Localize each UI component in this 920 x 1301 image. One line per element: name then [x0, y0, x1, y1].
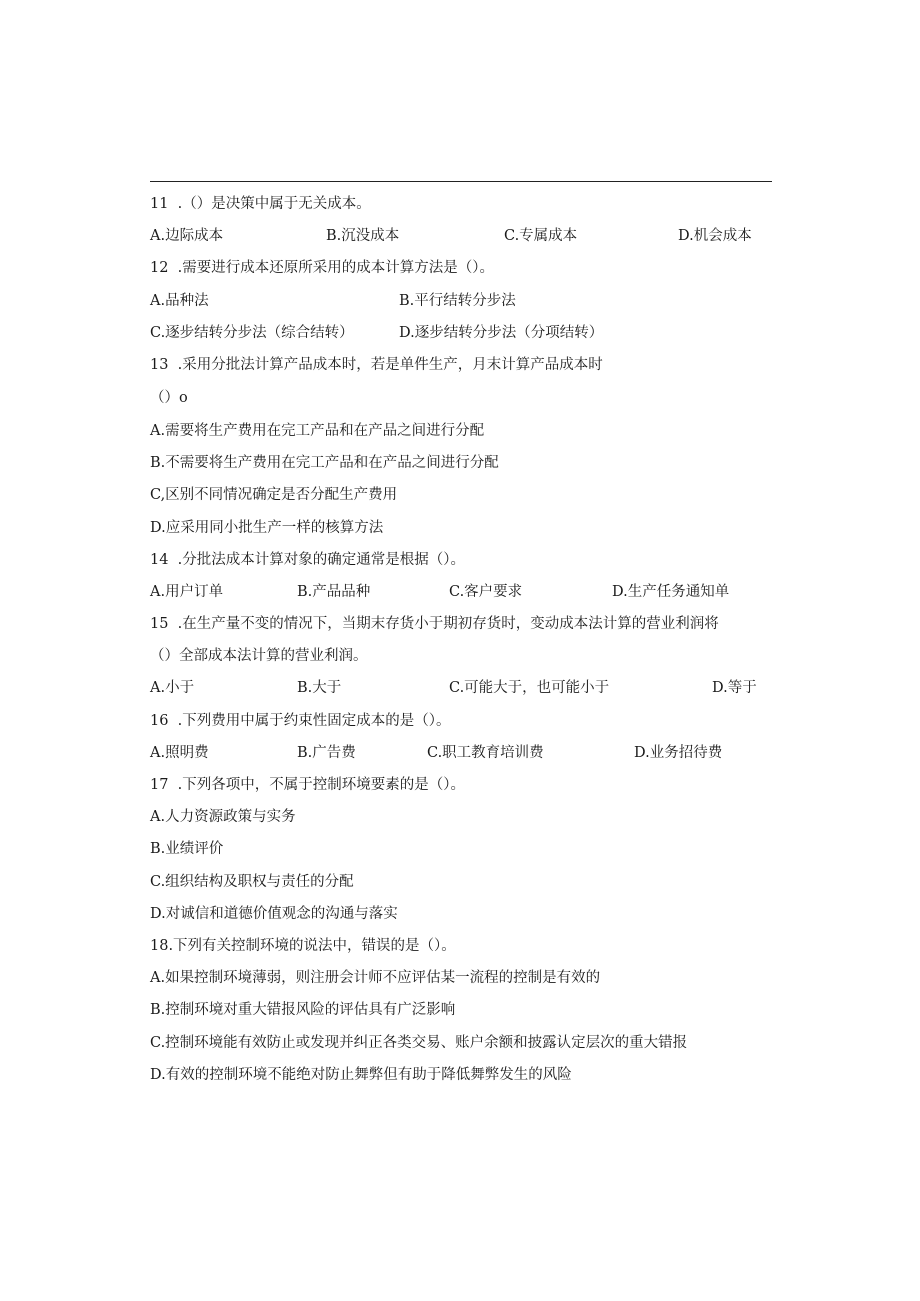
option-d: D.应采用同小批生产一样的核算方法 — [150, 519, 384, 536]
option-d: D.对诚信和道德价值观念的沟通与落实 — [150, 905, 398, 922]
option-b: B.不需要将生产费用在完工产品和在产品之间进行分配 — [150, 455, 499, 472]
option-a: A.边际成本 — [150, 228, 224, 245]
option-b: B.大于 — [297, 680, 342, 697]
option-c: C.客户要求 — [449, 583, 523, 600]
option-c: C,区别不同情况确定是否分配生产费用 — [150, 487, 398, 504]
option-b: B.业绩评价 — [150, 841, 224, 858]
question-11-stem: 11 .（）是决策中属于无关成本。 — [150, 196, 371, 212]
question-15-options — [150, 672, 772, 704]
option-c: C.控制环境能有效防止或发现并纠正各类交易、账户余额和披露认定层次的重大错报 — [150, 1034, 688, 1051]
option-d: D.等于 — [712, 680, 757, 697]
option-d: D.业务招待费 — [634, 744, 723, 761]
option-c: C.专属成本 — [504, 228, 578, 245]
question-14-stem: 14 .分批法成本计算对象的确定通常是根据（）。 — [150, 551, 466, 568]
question-15-stem: 15 .在生产量不变的情况下，当期末存货小于期初存货时，变动成本法计算的营业利润将 — [150, 616, 719, 633]
question-17-stem: 17 .下列各项中，不属于控制环境要素的是（）。 — [150, 777, 466, 793]
option-d: D.生产任务通知单 — [612, 583, 730, 600]
option-a: A.品种法 — [150, 292, 209, 309]
option-b: B.控制环境对重大错报风险的评估具有广泛影响 — [150, 1002, 456, 1019]
question-16-stem: 16 .下列费用中属于约束性固定成本的是（）。 — [150, 712, 451, 729]
question-list — [150, 188, 772, 1091]
option-c: C.组织结构及职权与责任的分配 — [150, 873, 354, 890]
question-14-options — [150, 576, 772, 608]
header-rule — [150, 181, 772, 182]
question-12-options-row-2 — [150, 317, 772, 349]
option-d: D.有效的控制环境不能绝对防止舞弊但有助于降低舞弊发生的风险 — [150, 1066, 572, 1083]
option-b: B.沉没成本 — [326, 228, 400, 245]
option-b: B.广告费 — [297, 744, 356, 761]
option-a: A.需要将生产费用在完工产品和在产品之间进行分配 — [150, 422, 485, 439]
question-11-options — [150, 220, 772, 252]
question-13-stem-continued: （）o — [150, 389, 188, 406]
question-12-stem: 12 .需要进行成本还原所采用的成本计算方法是（）。 — [150, 260, 495, 277]
question-13-stem: 13 .采用分批法计算产品成本时，若是单件生产，月末计算产品成本时 — [150, 356, 603, 373]
option-c: C.可能大于，也可能小于 — [449, 680, 610, 697]
question-16-options — [150, 737, 772, 769]
option-a: A.小于 — [150, 680, 195, 697]
option-d: D.逐步结转分步法（分项结转） — [399, 324, 604, 341]
question-15-stem-continued: （）全部成本法计算的营业利润。 — [150, 648, 368, 665]
option-a: A.人力资源政策与实务 — [150, 809, 296, 826]
option-c: C.职工教育培训费 — [427, 744, 544, 761]
option-b: B.产品品种 — [297, 583, 371, 600]
option-a: A.用户订单 — [150, 583, 224, 600]
option-d: D.机会成本 — [678, 228, 752, 245]
question-18-stem: 18.下列有关控制环境的说法中，错误的是（）。 — [150, 937, 456, 954]
option-b: B.平行结转分步法 — [399, 292, 516, 309]
question-12-options-row-1 — [150, 285, 772, 317]
option-c: C.逐步结转分步法（综合结转） — [150, 324, 354, 341]
option-a: A.如果控制环境薄弱，则注册会计师不应评估某一流程的控制是有效的 — [150, 970, 601, 987]
option-a: A.照明费 — [150, 744, 209, 761]
